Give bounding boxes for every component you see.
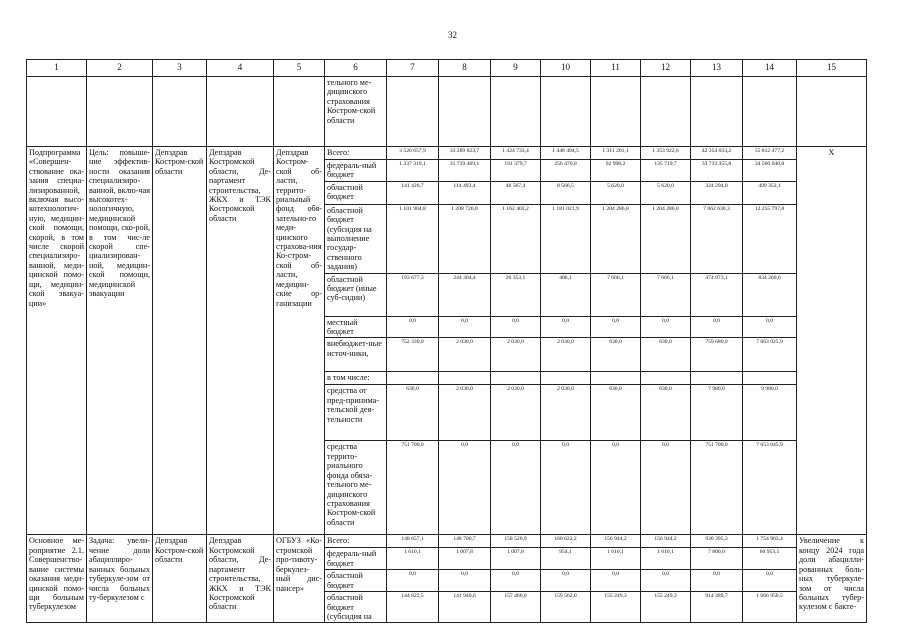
funding-value	[743, 372, 797, 385]
funding-value: 0,0	[491, 441, 541, 535]
column-number: 1	[27, 60, 87, 77]
column-number: 8	[439, 60, 491, 77]
funding-value: 193 677,3	[387, 273, 439, 316]
funding-value: 0,0	[691, 570, 743, 592]
program-coordinator: Депздрав Костром-ской области	[153, 535, 207, 623]
program-goal: Цель: повыше-ние эффектив-ности оказания специализиро-ванной, вклю-чая высокотех-нологичную, медицинской помощи, ско-рой, в том чис-ле скорой спе-циализирован-ной, медицин-ской помощи, медицинской эвакуации	[87, 147, 153, 535]
funding-value: 0,0	[439, 441, 491, 535]
funding-value: 141 426,7	[387, 181, 439, 204]
funding-value: 1 101 904,8	[387, 204, 439, 273]
funding-value: 0,0	[591, 316, 641, 338]
funding-value: 0,0	[439, 570, 491, 592]
funding-value: 42 354 033,2	[691, 147, 743, 160]
funding-source: местный бюджет	[325, 316, 387, 338]
funding-value: 914 289,7	[691, 592, 743, 623]
funding-value: 1 448 494,5	[541, 147, 591, 160]
funding-row	[27, 147, 867, 160]
funding-value: 751 700,0	[387, 441, 439, 535]
funding-value: 92 998,2	[591, 160, 641, 182]
funding-value: 474 073,1	[691, 273, 743, 316]
funding-value	[439, 372, 491, 385]
program-goal: Задача: увели-чение доли абациллиро-ванных больных туберкуле-зом от числа больных ту-беркулезом с	[87, 535, 153, 623]
funding-value: 0,0	[491, 570, 541, 592]
program-name: Основное ме-роприятие 2.1. Совершенство-вание системы оказания меди-цинской помо-щи больным туберкулезом	[27, 535, 87, 623]
funding-value: 751 700,0	[691, 441, 743, 535]
funding-value	[591, 372, 641, 385]
funding-value: 630,0	[641, 385, 691, 441]
program-name: Подпрограмма «Совершен-ствование ока-зания специа-лизированной, включая высо-котехнологич-ную, медицин-ской помощи, скорой, в том числе скорой специализиро-ванной, меди-цинской помо-щи, медицин-ской эвакуа-ции»	[27, 147, 87, 535]
funding-value: 0,0	[641, 441, 691, 535]
funding-value: 324 294,0	[691, 181, 743, 204]
program-executors: Депздрав Костром-ской об-ласти, террито-риальный фонд обя-зательно-го меди-цинского страхова-ния Ко-стром-ской об-ласти, медицин-ские ор-ганизации	[274, 147, 325, 535]
column-number: 11	[591, 60, 641, 77]
funding-source: средства террито-риального фонда обяза-тельного ме-дицинского страхования Костром-ской области	[325, 441, 387, 535]
column-number: 15	[797, 60, 867, 77]
funding-value: 7 062 630,3	[691, 204, 743, 273]
funding-value: 7 653 045,9	[743, 441, 797, 535]
funding-value: 1 610,1	[641, 548, 691, 570]
funding-value: 3 526 657,9	[387, 147, 439, 160]
funding-value: 33 733 355,8	[691, 160, 743, 182]
funding-value: 7 663 025,9	[743, 338, 797, 372]
funding-value: 12 255 797,8	[743, 204, 797, 273]
funding-value: 2 030,0	[491, 338, 541, 372]
funding-source: федераль-ный бюджет	[325, 548, 387, 570]
column-number: 3	[153, 60, 207, 77]
funding-value: 144 822,5	[387, 592, 439, 623]
funding-source: областной бюджет	[325, 181, 387, 204]
funding-value: 1 353 922,6	[641, 147, 691, 160]
budget-table	[26, 59, 867, 623]
funding-value: 630,0	[641, 338, 691, 372]
funding-value: 2 030,0	[439, 385, 491, 441]
funding-value: 157 466,0	[491, 592, 541, 623]
funding-value: 1 666 950,5	[743, 592, 797, 623]
funding-source: федераль-ный бюджет	[325, 160, 387, 182]
funding-value: 31 719 469,1	[439, 160, 491, 182]
funding-value: 114 493,4	[439, 181, 491, 204]
column-number: 10	[541, 60, 591, 77]
program-coordinator: Депздрав Костром-ской области	[153, 147, 207, 535]
funding-value	[691, 372, 743, 385]
funding-value: 159 562,0	[541, 592, 591, 623]
funding-value: 1 204 286,8	[641, 204, 691, 273]
funding-value: 1 337 319,1	[387, 160, 439, 182]
column-number: 14	[743, 60, 797, 77]
funding-value: 20 353,1	[491, 273, 541, 316]
continuation-row	[27, 77, 867, 147]
funding-value: 0,0	[439, 316, 491, 338]
column-number: 12	[641, 60, 691, 77]
funding-value: 0,0	[743, 570, 797, 592]
funding-value: 0,0	[641, 570, 691, 592]
column-number: 13	[691, 60, 743, 77]
funding-value: 1 311 201,1	[591, 147, 641, 160]
funding-value: 0,0	[491, 316, 541, 338]
program-participants: Депздрав Костромской области, Де-партамент строительства, ЖКХ и ТЭК Костромской области	[207, 147, 274, 535]
funding-value: 930 395,3	[691, 535, 743, 548]
funding-value: 1 204 286,8	[591, 204, 641, 273]
funding-value: 160 622,2	[541, 535, 591, 548]
funding-value: 7 980,0	[691, 385, 743, 441]
funding-value: 155 249,3	[591, 592, 641, 623]
funding-value: 752 330,0	[387, 338, 439, 372]
funding-value: 1 610,1	[387, 548, 439, 570]
funding-value: 148 700,7	[439, 535, 491, 548]
funding-value: 156 944,2	[641, 535, 691, 548]
funding-value: 0,0	[691, 316, 743, 338]
funding-value: 7 666,1	[641, 273, 691, 316]
funding-value: 0,0	[387, 570, 439, 592]
column-number: 7	[387, 60, 439, 77]
column-number-row	[27, 60, 867, 77]
funding-value: 48 567,4	[491, 181, 541, 204]
funding-value: 244 304,4	[439, 273, 491, 316]
funding-value: 2 030,0	[439, 338, 491, 372]
funding-value: 0,0	[743, 316, 797, 338]
funding-value: 2 030,0	[541, 338, 591, 372]
expected-result: X	[797, 147, 867, 535]
funding-value: 1 007,8	[491, 548, 541, 570]
funding-value	[387, 372, 439, 385]
funding-source: средства от пред-принима-тельской дея-тельности	[325, 385, 387, 441]
funding-value: 499 352,1	[743, 181, 797, 204]
funding-value: 0,0	[641, 316, 691, 338]
funding-value: 141 940,6	[439, 592, 491, 623]
funding-value: 2 030,0	[541, 385, 591, 441]
funding-value: 954,1	[541, 548, 591, 570]
page-number: 32	[448, 30, 457, 40]
funding-value: 0,0	[591, 441, 641, 535]
funding-source: областной бюджет (субсидия на выполнение государ-ственного задания)	[325, 204, 387, 273]
funding-value: 0,0	[591, 570, 641, 592]
funding-value: 834 260,6	[743, 273, 797, 316]
funding-value: 155 249,3	[641, 592, 691, 623]
program-participants: Депздрав Костромской области, Де-партамент строительства, ЖКХ и ТЭК Костромской области	[207, 535, 274, 623]
funding-value: 0,0	[541, 570, 591, 592]
funding-value: 158 526,9	[491, 535, 541, 548]
continuation-source: тельного ме-дицинского страхования Костром-ской области	[325, 77, 387, 147]
funding-value: 1 162 403,2	[491, 204, 541, 273]
column-number: 2	[87, 60, 153, 77]
column-number: 9	[491, 60, 541, 77]
funding-value: 2 030,0	[491, 385, 541, 441]
funding-value: 135 719,7	[641, 160, 691, 182]
funding-source: областной бюджет (субсидия на	[325, 592, 387, 623]
funding-value: 156 944,2	[591, 535, 641, 548]
funding-source: Всего:	[325, 535, 387, 548]
funding-value: 7 666,1	[591, 273, 641, 316]
funding-value: 33 289 023,7	[439, 147, 491, 160]
funding-value: 630,0	[591, 385, 641, 441]
funding-value: 0,0	[541, 316, 591, 338]
funding-row	[27, 535, 867, 548]
funding-value: 1 208 726,8	[439, 204, 491, 273]
funding-source: Всего:	[325, 147, 387, 160]
funding-value	[491, 372, 541, 385]
program-executors: ОГБУЗ «Ко-стромской про-тивоту-беркулез-ный дис-пансер»	[274, 535, 325, 623]
funding-value: 148 657,1	[387, 535, 439, 548]
funding-value	[641, 372, 691, 385]
funding-value: 55 812 477,2	[743, 147, 797, 160]
funding-value: 256 470,0	[541, 160, 591, 182]
expected-result: Увеличение к концу 2024 года доли абацилли-рованных боль-ных туберкуле-зом от числа больных тубер-кулезом с бакте-	[797, 535, 867, 623]
funding-source: областной бюджет	[325, 570, 387, 592]
funding-value: 1 181 021,9	[541, 204, 591, 273]
funding-value: 1 754 963,4	[743, 535, 797, 548]
funding-value: 60 953,5	[743, 548, 797, 570]
funding-value: 1 424 733,4	[491, 147, 541, 160]
funding-value: 1 007,8	[439, 548, 491, 570]
funding-source: внебюджет-ные источ-ники,	[325, 338, 387, 372]
funding-source: областной бюджет (иные суб-сидии)	[325, 273, 387, 316]
funding-value: 1 610,1	[591, 548, 641, 570]
funding-value: 9 980,0	[743, 385, 797, 441]
funding-value: 34 560 040,8	[743, 160, 797, 182]
funding-value: 7 800,0	[691, 548, 743, 570]
column-number: 5	[274, 60, 325, 77]
funding-value	[541, 372, 591, 385]
funding-value: 8 566,5	[541, 181, 591, 204]
funding-value: 630,0	[591, 338, 641, 372]
funding-source: в том числе:	[325, 372, 387, 385]
funding-value: 5 620,0	[641, 181, 691, 204]
funding-value: 191 379,7	[491, 160, 541, 182]
funding-value: 0,0	[541, 441, 591, 535]
funding-value: 759 680,0	[691, 338, 743, 372]
column-number: 6	[325, 60, 387, 77]
funding-value: 5 620,0	[591, 181, 641, 204]
funding-value: 406,1	[541, 273, 591, 316]
funding-value: 0,0	[387, 316, 439, 338]
funding-value: 630,0	[387, 385, 439, 441]
column-number: 4	[207, 60, 274, 77]
